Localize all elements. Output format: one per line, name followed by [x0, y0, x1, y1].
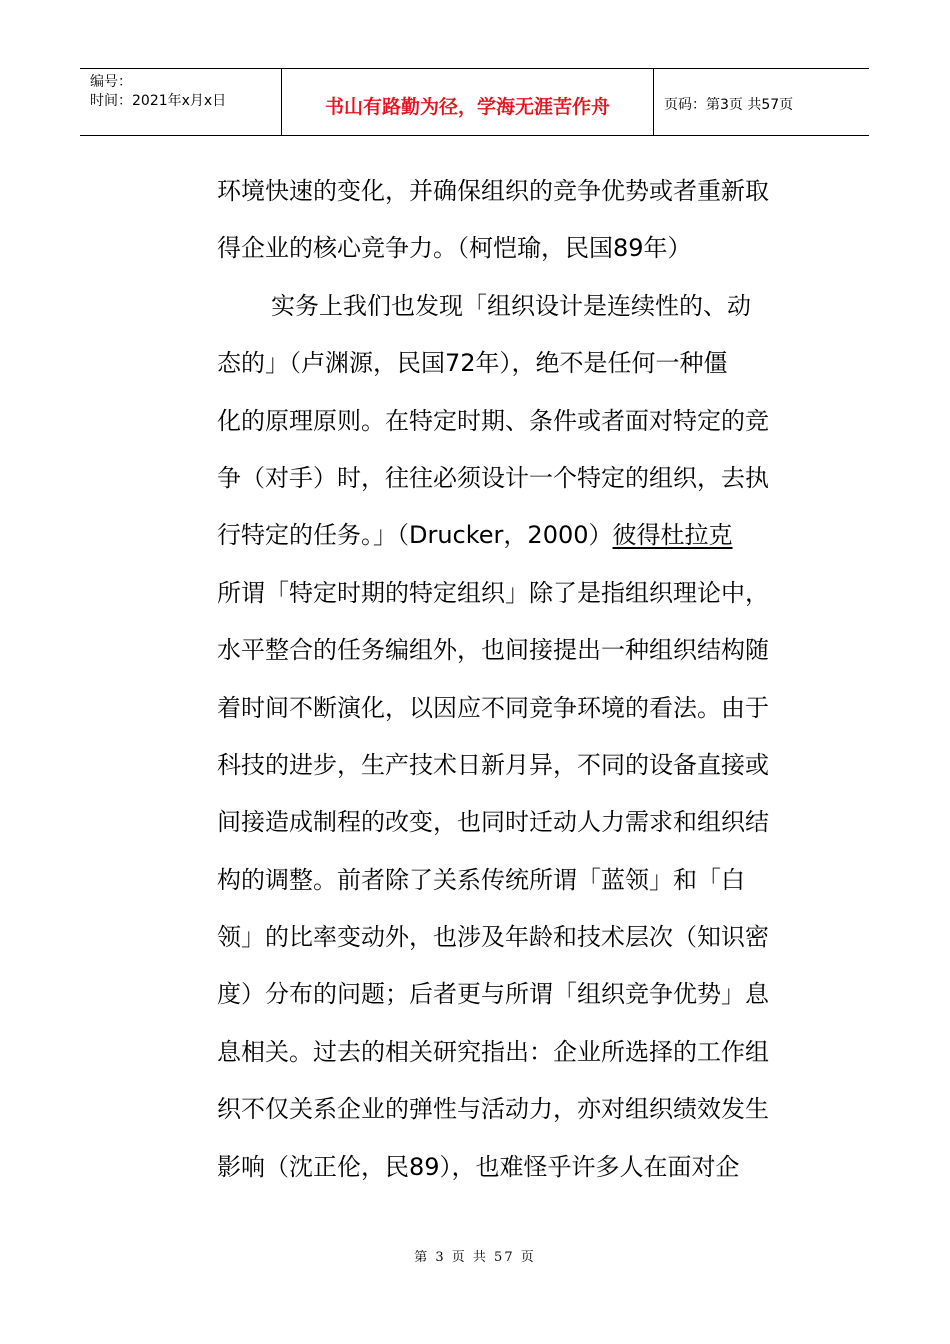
- body-line-13: 构的调整。前者除了关系传统所谓「蓝领」和「白: [217, 865, 745, 894]
- body-line-5: 化的原理原则。在特定时期、条件或者面对特定的竞: [217, 406, 769, 435]
- body-line-14: 领」的比率变动外，也涉及年龄和技术层次（知识密: [217, 923, 769, 952]
- body-line-10: 着时间不断演化，以因应不同竞争环境的看法。由于: [217, 693, 769, 722]
- header-page-cell: [654, 69, 869, 135]
- page-header: [80, 68, 869, 136]
- body-line-7: [217, 507, 817, 564]
- body-line-8: 所谓「特定时期的特定组织」除了是指组织理论中，: [217, 578, 769, 607]
- body-line-15: 度）分布的问题；后者更与所谓「组织竞争优势」息: [217, 980, 769, 1009]
- body-line-3: 实务上我们也发现「组织设计是连续性的、动: [271, 291, 751, 320]
- body-line-4: 态的」（卢渊源，民国72年），绝不是任何一种僵: [217, 349, 728, 378]
- underlined-name: 彼得杜拉克: [612, 521, 733, 550]
- body-line-18: 影响（沈正伦，民89），也难怪乎许多人在面对企: [217, 1152, 740, 1181]
- page-footer: [0, 1246, 950, 1265]
- body-line-12: 间接造成制程的改变，也同时迁动人力需求和组织结: [217, 808, 769, 837]
- body-line-2: 得企业的核心竞争力。（柯恺瑜，民国89年）: [217, 234, 692, 263]
- motto-text: 书山有路勤为径，学海无涯苦作舟: [324, 95, 610, 118]
- footer-page-number: 第 3 页 共 57 页: [414, 1250, 536, 1265]
- header-meta-cell: [80, 69, 282, 135]
- body-line-1: 环境快速的变化，并确保组织的竞争优势或者重新取: [217, 177, 769, 205]
- header-motto-cell: [282, 69, 654, 135]
- body-line-11: 科技的进步，生产技术日新月异，不同的设备直接或: [217, 750, 769, 779]
- page-info: 页码：第3页 共57页: [664, 97, 794, 113]
- body-line-7-text: 行特定的任务。」（Drucker，2000）: [217, 521, 613, 550]
- document-body: [217, 163, 817, 1196]
- body-line-6: 争（对手）时，往往必须设计一个特定的组织，去执: [217, 463, 769, 492]
- body-line-16: 息相关。过去的相关研究指出：企业所选择的工作组: [217, 1037, 769, 1066]
- number-label: 编号：: [90, 74, 132, 90]
- body-line-9: 水平整合的任务编组外，也间接提出一种组织结构随: [217, 636, 769, 665]
- date-label: 时间：2021年x月x日: [90, 93, 227, 109]
- body-line-17: 织不仅关系企业的弹性与活动力，亦对组织绩效发生: [217, 1095, 769, 1124]
